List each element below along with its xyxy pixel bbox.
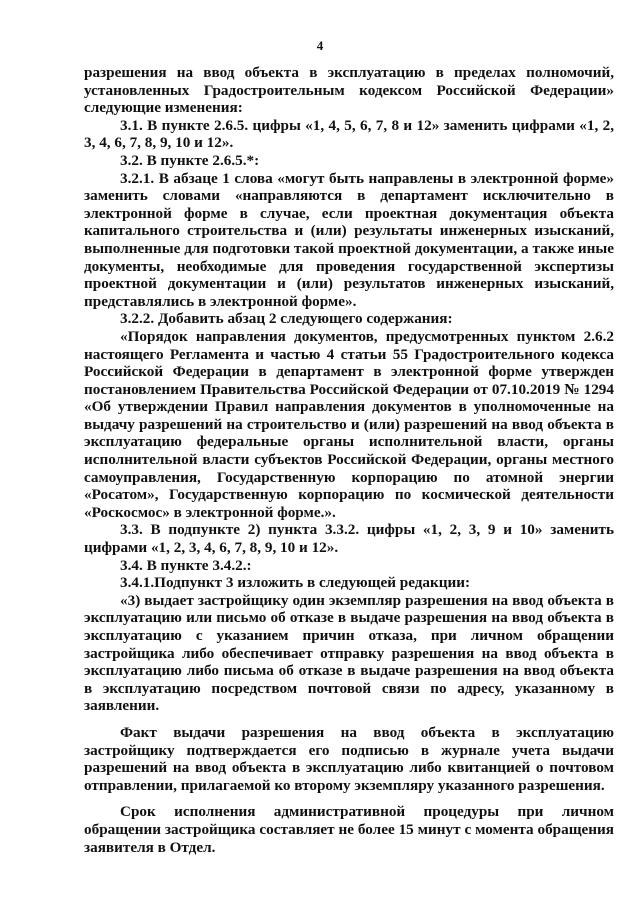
paragraph-deadline: Срок исполнения административной процедуры при личном обращении застройщика составляет не более 15 минут с момента обращения заявителя в Отдел. (84, 803, 614, 856)
page-number: 4 (316, 38, 324, 53)
paragraph-subitem-3: «3) выдает застройщику один экземпляр разрешения на ввод объекта в эксплуатацию или письмо об отказе в выдаче разрешения на ввод объекта в эксплуатацию с указанием причин отказа, при личном обращении застройщика либо обеспечивает отправку разрешения на ввод объекта в эксплуатацию либо письма об отказе в выдаче разрешения на ввод объекта в эксплуатацию посредством почтовой связи по адресу, указанному в заявлении. (84, 591, 614, 715)
paragraph-3-2: 3.2. В пункте 2.6.5.*: (120, 151, 260, 169)
document-body (84, 64, 614, 856)
paragraph-intro-continuation: разрешения на ввод объекта в эксплуатацию в пределах полномочий, установленных Градостроительным кодексом Российской Федерации» следующие изменения: (84, 64, 614, 117)
paragraph-3-2-2: 3.2.2. Добавить абзац 2 следующего содержания: (120, 310, 453, 328)
paragraph-3-1: 3.1. В пункте 2.6.5. цифры «1, 4, 5, 6, 7, 8 и 12» заменить цифрами «1, 2, 3, 4, 6, 7, 8, 9, 10 и 12». (84, 116, 614, 152)
paragraph-3-2-1: 3.2.1. В абзаце 1 слова «могут быть направлены в электронной форме» заменить словами «направляются в департамент исключительно в электронной форме в случае, если проектная документация объекта капитального строительства и (или) результаты инженерных изысканий, выполненные для подготовки такой проектной документации, а также иные документы, необходимые для проведения государственной экспертизы проектной документации и (или) результатов инженерных изысканий, представлялись в электронной форме». (84, 169, 614, 310)
paragraph-quoted-procedure: «Порядок направления документов, предусмотренных пунктом 2.6.2 настоящего Регламента и частью 4 статьи 55 Градостроительного кодекса Российской Федерации в департамент в электронной форме утвержден постановлением Правительства Российской Федерации от 07.10.2019 № 1294 «Об утверждении Правил направления документов в уполномоченные на выдачу разрешений на строительство и (или) разрешений на ввод объекта в эксплуатацию федеральные органы исполнительной власти, органы исполнительной власти субъектов Российской Федерации, органы местного самоуправления, Государственную корпорацию по атомной энергии «Росатом», Государственную корпорацию по космической деятельности «Роскосмос» в электронной форме.». (84, 327, 614, 521)
paragraph-fact-of-issue: Факт выдачи разрешения на ввод объекта в эксплуатацию застройщику подтверждается его подписью в журнале учета выдачи разрешений на ввод объекта в эксплуатацию либо квитанцией о почтовом отправлении, прилагаемой ко второму экземпляру указанного разрешения. (84, 723, 614, 794)
paragraph-3-4-1: 3.4.1.Подпункт 3 изложить в следующей редакции: (120, 574, 471, 592)
paragraph-3-4: 3.4. В пункте 3.4.2.: (120, 556, 252, 574)
paragraph-3-3: 3.3. В подпункте 2) пункта 3.3.2. цифры «1, 2, 3, 9 и 10» заменить цифрами «1, 2, 3, 4, 6, 7, 8, 9, 10 и 12». (84, 521, 614, 557)
